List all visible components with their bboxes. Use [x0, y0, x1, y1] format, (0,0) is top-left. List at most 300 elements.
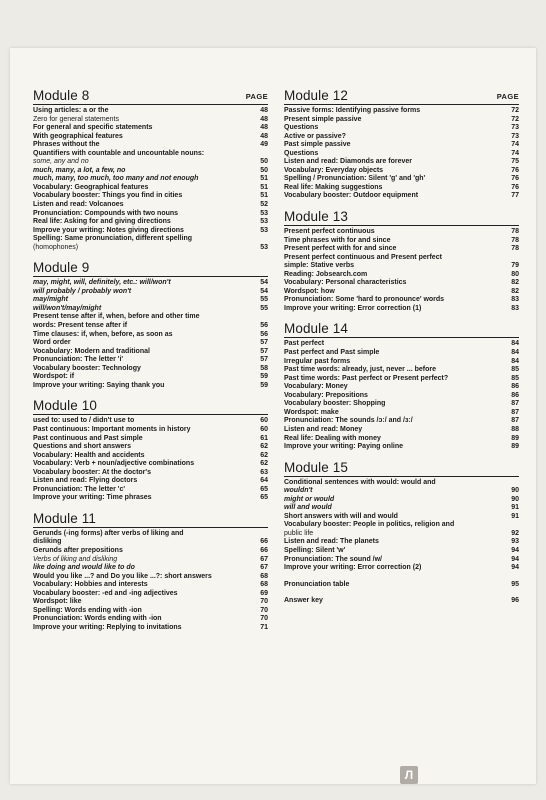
contents-entry: [284, 383, 519, 392]
contents-entry: [33, 192, 268, 201]
contents-entry: [284, 547, 519, 556]
contents-entry: [33, 201, 268, 210]
entry-page: 57: [260, 356, 268, 364]
entry-title: Word order: [33, 339, 71, 347]
appendix-entries: [284, 581, 519, 606]
module-entries: [284, 479, 519, 573]
entry-title: Spelling: Same pronunciation, different spelling: [33, 235, 193, 243]
contents-entry: [33, 296, 268, 305]
entry-title: (homophones): [33, 243, 79, 251]
contents-entry: [33, 426, 268, 435]
contents-entry: [33, 452, 268, 461]
entry-title: Vocabulary: Health and accidents: [33, 451, 145, 459]
contents-entry: [284, 107, 519, 116]
entry-page: 87: [511, 417, 519, 425]
module-13-section: [284, 209, 519, 313]
entry-title: Past perfect: [284, 340, 325, 348]
entry-page: 90: [511, 487, 519, 495]
entry-title: Real life: Making suggestions: [284, 183, 383, 191]
contents-entry: [284, 504, 519, 513]
contents-entry: [33, 141, 268, 150]
module-12-section: [284, 88, 519, 201]
entry-title: Pronunciation: The letter 'i': [33, 356, 124, 364]
entry-title: Vocabulary booster: Things you find in cities: [33, 192, 183, 200]
contents-entry: [284, 305, 519, 314]
contents-entry: [33, 564, 268, 573]
contents-entry: [284, 358, 519, 367]
entry-page: 52: [260, 201, 268, 209]
entry-title: Irregular past forms: [284, 357, 351, 365]
entry-title: Vocabulary: Everyday objects: [284, 166, 384, 174]
entry-page: 59: [260, 381, 268, 389]
entry-page: 72: [511, 107, 519, 114]
module-title: Module 8: [33, 88, 90, 103]
contents-entry: [284, 366, 519, 375]
entry-page: 68: [260, 572, 268, 580]
entry-page: 85: [511, 374, 519, 382]
contents-entry: [284, 141, 519, 150]
entry-page: 74: [511, 149, 519, 157]
entry-title: Listen and read: Diamonds are forever: [284, 158, 412, 166]
entry-title: will/won't/may/might: [33, 304, 102, 312]
contents-entry: [33, 615, 268, 624]
entry-title: Vocabulary booster: Outdoor equipment: [284, 192, 419, 200]
entry-page: 68: [260, 581, 268, 589]
entry-page: 62: [260, 460, 268, 468]
entry-title: Vocabulary booster: -ed and -ing adjectives: [33, 589, 178, 597]
entry-page: 58: [260, 364, 268, 372]
entry-page: 83: [511, 296, 519, 304]
contents-entry: [284, 184, 519, 193]
contents-entry: [284, 426, 519, 435]
entry-title: Past continuous and Past simple: [33, 434, 143, 442]
contents-entry: [33, 356, 268, 365]
entry-title: Pronunciation: The sound /w/: [284, 555, 382, 563]
contents-entry: [33, 556, 268, 565]
entry-title: Improve your writing: Paying online: [284, 443, 404, 451]
contents-entry: [33, 218, 268, 227]
entry-page: 75: [511, 158, 519, 166]
module-14-section: [284, 321, 519, 451]
entry-page: 79: [511, 262, 519, 270]
entry-page: 50: [260, 158, 268, 166]
entry-page: 82: [511, 287, 519, 295]
module-15-section: [284, 460, 519, 573]
entry-title: Active or passive?: [284, 132, 346, 140]
contents-entry: [284, 124, 519, 133]
entry-title: Vocabulary booster: Technology: [33, 364, 141, 372]
entry-page: 72: [511, 115, 519, 123]
contents-entry: [33, 435, 268, 444]
entry-title: Conditional sentences with would: would and: [284, 478, 436, 486]
contents-entry: [33, 150, 268, 159]
entry-title: Wordspot: like: [33, 598, 82, 606]
entry-title: Wordspot: if: [33, 373, 75, 381]
page-column-label: PAGE: [245, 92, 268, 101]
contents-entry: [284, 513, 519, 522]
module-header: [284, 209, 519, 226]
contents-entry: [33, 175, 268, 184]
entry-title: Improve your writing: Replying to invitations: [33, 623, 182, 631]
contents-entry: [33, 573, 268, 582]
contents-entry: [33, 244, 268, 253]
module-entries: [33, 279, 268, 390]
entry-page: 83: [511, 304, 519, 312]
entry-page: 70: [260, 606, 268, 614]
entry-page: 49: [260, 141, 268, 149]
contents-entry: [284, 349, 519, 358]
entry-page: 70: [260, 615, 268, 623]
entry-page: 69: [260, 589, 268, 597]
entry-page: 94: [511, 555, 519, 563]
contents-entry: [284, 409, 519, 418]
entry-title: Quantifiers with countable and uncountable nouns:: [33, 149, 205, 157]
contents-entry: [284, 228, 519, 237]
contents-entry: [33, 331, 268, 340]
contents-entry: [284, 435, 519, 444]
entry-title: Using articles: a or the: [33, 107, 109, 114]
module-title: Module 10: [33, 398, 97, 414]
entry-page: 86: [511, 383, 519, 391]
entry-page: 67: [260, 564, 268, 572]
entry-page: 54: [260, 279, 268, 287]
entry-page: 51: [260, 175, 268, 183]
module-entries: [33, 107, 268, 252]
entry-title: Verbs of liking and disliking: [33, 555, 118, 563]
contents-entry: [284, 237, 519, 246]
entry-title: Listen and read: Money: [284, 425, 363, 433]
contents-entry: [33, 460, 268, 469]
entry-page: 87: [511, 408, 519, 416]
contents-entry: [284, 116, 519, 125]
publisher-logo: Л: [400, 766, 418, 784]
entry-title: Passive forms: Identifying passive forms: [284, 107, 421, 114]
entry-title: Wordspot: make: [284, 408, 339, 416]
entry-title: disliking: [33, 538, 62, 546]
entry-title: Vocabulary: Modern and traditional: [33, 347, 150, 355]
entry-page: 84: [511, 357, 519, 365]
contents-entry: [33, 477, 268, 486]
contents-entry: [33, 322, 268, 331]
entry-page: 91: [511, 512, 519, 520]
entry-page: 60: [260, 417, 268, 425]
contents-entry: [33, 167, 268, 176]
entry-title: Vocabulary: Hobbies and interests: [33, 581, 148, 589]
entry-title: Improve your writing: Saying thank you: [33, 381, 165, 389]
entry-title: Zero for general statements: [33, 115, 119, 123]
contents-entry: [284, 375, 519, 384]
entry-page: 56: [260, 322, 268, 330]
entry-title: Pronunciation: Some 'hard to pronounce' words: [284, 296, 445, 304]
entry-title: Gerunds after prepositions: [33, 546, 123, 554]
contents-entry: [33, 184, 268, 193]
contents-entry: [284, 417, 519, 426]
entry-page: 51: [260, 192, 268, 200]
contents-entry: [33, 158, 268, 167]
entry-title: Spelling: Words ending with -ion: [33, 606, 142, 614]
entry-title: Present perfect continuous and Present perfect: [284, 253, 442, 261]
entry-title: Past perfect and Past simple: [284, 349, 380, 357]
entry-title: Questions: [284, 149, 319, 157]
entry-page: 87: [511, 400, 519, 408]
contents-entry: [284, 564, 519, 573]
module-title: Module 15: [284, 459, 348, 475]
contents-entry: [284, 538, 519, 547]
contents-entry: [284, 556, 519, 565]
module-title: Module 9: [33, 260, 90, 276]
module-header: [33, 511, 268, 528]
entry-page: 76: [511, 166, 519, 174]
entry-title: Spelling: Silent 'w': [284, 546, 346, 554]
contents-entry: [33, 547, 268, 556]
contents-entry: [284, 175, 519, 184]
entry-title: used to: used to / didn't use to: [33, 417, 135, 425]
entry-title: Gerunds (-ing forms) after verbs of liking and: [33, 529, 184, 537]
contents-entry: [33, 348, 268, 357]
entry-title: Improve your writing: Time phrases: [33, 494, 152, 502]
entry-title: Real life: Dealing with money: [284, 434, 381, 442]
module-title: Module 11: [33, 510, 96, 526]
module-header: [284, 88, 519, 105]
contents-entry: [284, 521, 519, 530]
entry-page: 76: [511, 175, 519, 183]
entry-page: 53: [260, 243, 268, 251]
entry-page: 95: [511, 580, 519, 588]
entry-page: 54: [260, 287, 268, 295]
module-entries: [33, 530, 268, 633]
module-8-section: [33, 88, 268, 252]
contents-entry: [284, 262, 519, 271]
contents-entry: [33, 124, 268, 133]
contents-entry: [33, 365, 268, 374]
entry-page: 80: [511, 270, 519, 278]
entry-title: Past time words: already, just, never ... before: [284, 366, 436, 374]
entry-title: like doing and would like to do: [33, 564, 135, 572]
entry-page: 89: [511, 434, 519, 442]
entry-page: 55: [260, 304, 268, 312]
entry-title: Questions and short answers: [33, 443, 132, 451]
entry-page: 62: [260, 451, 268, 459]
contents-entry: [33, 538, 268, 547]
entry-title: Past time words: Past perfect or Present perfect?: [284, 374, 449, 382]
module-title: Module 12: [284, 88, 348, 103]
entry-page: 90: [511, 495, 519, 503]
page-column-label: PAGE: [496, 92, 519, 101]
entry-title: Phrases without the: [33, 141, 100, 149]
entry-page: 94: [511, 546, 519, 554]
contents-entry: [284, 254, 519, 263]
contents-entry: [33, 382, 268, 391]
contents-entry: [284, 340, 519, 349]
entry-title: may/might: [33, 296, 69, 304]
entry-page: 50: [260, 166, 268, 174]
contents-entry: [284, 581, 519, 590]
contents-left-column: [33, 88, 268, 640]
module-header: [284, 460, 519, 477]
entry-title: Improve your writing: Notes giving directions: [33, 226, 184, 234]
module-entries: [284, 107, 519, 201]
contents-entry: [33, 279, 268, 288]
spacer: [284, 589, 519, 597]
entry-title: will probably / probably won't: [33, 287, 132, 295]
entry-title: Improve your writing: Error correction (1): [284, 304, 422, 312]
entry-title: much, many, a lot, a few, no: [33, 166, 126, 174]
contents-entry: [33, 133, 268, 142]
contents-entry: [33, 607, 268, 616]
entry-title: much, many, too much, too many and not enough: [33, 175, 199, 183]
entry-title: Short answers with will and would: [284, 512, 398, 520]
contents-entry: [33, 373, 268, 382]
entry-page: 78: [511, 228, 519, 236]
contents-entry: [284, 487, 519, 496]
entry-title: Time clauses: if, when, before, as soon as: [33, 330, 173, 338]
entry-title: Would you like ...? and Do you like ...?: short answers: [33, 572, 212, 580]
module-header: [33, 88, 268, 105]
entry-title: Vocabulary: Money: [284, 383, 348, 391]
entry-page: 48: [260, 124, 268, 132]
entry-title: Reading: Jobsearch.com: [284, 270, 368, 278]
module-header: [33, 260, 268, 277]
entry-page: 66: [260, 546, 268, 554]
contents-entry: [284, 158, 519, 167]
contents-entry: [284, 133, 519, 142]
entry-page: 82: [511, 279, 519, 287]
entry-page: 66: [260, 538, 268, 546]
entry-page: 74: [511, 141, 519, 149]
contents-entry: [33, 107, 268, 116]
entry-page: 94: [511, 564, 519, 572]
entry-page: 93: [511, 538, 519, 546]
entry-page: 86: [511, 391, 519, 399]
entry-page: 65: [260, 494, 268, 502]
entry-page: 53: [260, 218, 268, 226]
entry-title: Vocabulary: Geographical features: [33, 183, 149, 191]
entry-title: Vocabulary: Prepositions: [284, 391, 368, 399]
entry-title: Improve your writing: Error correction (2): [284, 564, 422, 572]
entry-title: some, any and no: [33, 158, 89, 166]
entry-page: 77: [511, 192, 519, 200]
entry-title: Vocabulary booster: At the doctor's: [33, 468, 151, 476]
contents-entry: [33, 227, 268, 236]
entry-page: 84: [511, 340, 519, 348]
entry-title: Pronunciation: Words ending with -ion: [33, 615, 162, 623]
entry-title: Present perfect with for and since: [284, 245, 397, 253]
contents-entry: [33, 590, 268, 599]
entry-page: 53: [260, 226, 268, 234]
contents-entry: [284, 443, 519, 452]
entry-page: 78: [511, 245, 519, 253]
entry-title: Vocabulary booster: People in politics, religion and: [284, 521, 455, 529]
entry-title: wouldn't: [284, 487, 313, 495]
entry-page: 48: [260, 132, 268, 140]
module-entries: [33, 417, 268, 502]
entry-page: 57: [260, 347, 268, 355]
entry-title: Present tense after if, when, before and other time: [33, 313, 200, 321]
entry-title: Vocabulary booster: Shopping: [284, 400, 386, 408]
module-title: Module 13: [284, 209, 348, 225]
contents-entry: [33, 313, 268, 322]
entry-title: simple: Stative verbs: [284, 262, 355, 270]
entry-page: 84: [511, 349, 519, 357]
entry-page: 61: [260, 434, 268, 442]
module-header: [284, 321, 519, 338]
contents-entry: [284, 392, 519, 401]
entry-page: 76: [511, 183, 519, 191]
contents-entry: [33, 339, 268, 348]
entry-title: Pronunciation table: [284, 580, 350, 588]
entry-title: Present simple passive: [284, 115, 362, 123]
entry-page: 55: [260, 296, 268, 304]
entry-page: 91: [511, 504, 519, 512]
entry-page: 92: [511, 529, 519, 537]
entry-title: Listen and read: The planets: [284, 538, 379, 546]
contents-entry: [33, 443, 268, 452]
entry-title: public life: [284, 529, 314, 537]
entry-title: may, might, will, definitely, etc.: will/won't: [33, 279, 171, 287]
entry-page: 63: [260, 468, 268, 476]
entry-page: 78: [511, 236, 519, 244]
contents-entry: [284, 150, 519, 159]
entry-page: 73: [511, 132, 519, 140]
entry-title: Vocabulary: Verb + noun/adjective combinations: [33, 460, 195, 468]
entry-page: 60: [260, 425, 268, 433]
entry-page: 96: [511, 597, 519, 605]
entry-title: With geographical features: [33, 132, 123, 140]
entry-title: Questions: [284, 124, 319, 132]
contents-entry: [33, 288, 268, 297]
contents-entry: [284, 192, 519, 201]
entry-title: Answer key: [284, 597, 323, 605]
entry-title: Pronunciation: Compounds with two nouns: [33, 209, 179, 217]
entry-title: Spelling / Pronunciation: Silent 'g' and 'gh': [284, 175, 426, 183]
module-11-section: [33, 511, 268, 633]
entry-title: will and would: [284, 504, 332, 512]
entry-title: Listen and read: Volcanoes: [33, 201, 124, 209]
entry-title: Listen and read: Flying doctors: [33, 477, 138, 485]
entry-title: Pronunciation: The letter 'c': [33, 485, 126, 493]
module-entries: [284, 340, 519, 451]
contents-entry: [284, 597, 519, 606]
entry-page: 73: [511, 124, 519, 132]
entry-page: 85: [511, 366, 519, 374]
contents-entry: [33, 469, 268, 478]
contents-entry: [33, 581, 268, 590]
entry-page: 65: [260, 485, 268, 493]
module-9-section: [33, 260, 268, 390]
entry-title: Pronunciation: The sounds /ɔː/ and /ɜː/: [284, 417, 413, 425]
entry-title: Real life: Asking for and giving directions: [33, 218, 171, 226]
entry-page: 71: [260, 623, 268, 631]
contents-entry: [284, 245, 519, 254]
entry-page: 89: [511, 443, 519, 451]
contents-entry: [284, 479, 519, 488]
contents-entry: [284, 496, 519, 505]
contents-entry: [284, 167, 519, 176]
entry-title: Vocabulary: Personal characteristics: [284, 279, 407, 287]
contents-entry: [284, 288, 519, 297]
module-title: Module 14: [284, 321, 348, 337]
entry-page: 59: [260, 373, 268, 381]
entry-page: 48: [260, 107, 268, 114]
module-10-section: [33, 398, 268, 502]
entry-page: 67: [260, 555, 268, 563]
contents-entry: [33, 624, 268, 633]
entry-title: might or would: [284, 495, 335, 503]
entry-page: 57: [260, 339, 268, 347]
entry-title: Past simple passive: [284, 141, 351, 149]
module-entries: [284, 228, 519, 313]
entry-page: 53: [260, 209, 268, 217]
